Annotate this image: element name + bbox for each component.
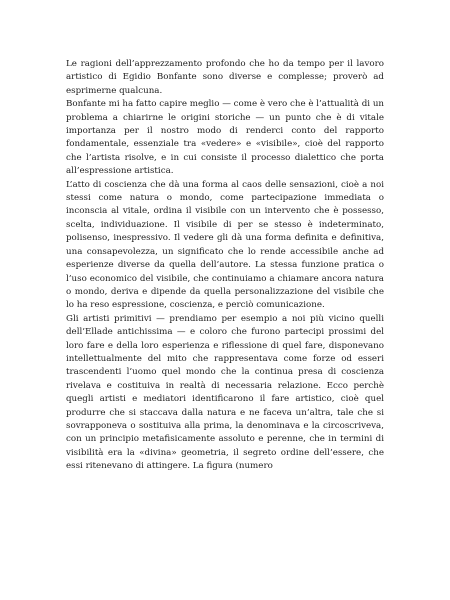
paragraph-3: L’atto di coscienza che dà una forma al caos delle sensazioni, cioè a noi stessi come natura o mondo, come partecipazione immediata o inconscia al vitale, ordina il visibile con un intervento che è possesso, scelta, individuazione. Il visibile di per se stesso è indeterminato, polisenso, inespressivo. Il vedere gli dà una forma definita e definitiva, una consapevolezza, un significato che lo rende accessibile anche ad esperienze diverse da quella dell’autore. La stessa funzione pratica o l’uso economico del visibile, che continuiamo a chiamare ancora natura o mondo, deriva e dipende da quella personalizzazione del visibile che lo ha reso espressione, coscienza, e perciò comunicazione. bbox=[66, 179, 384, 311]
body-text bbox=[66, 58, 384, 474]
paragraph-4: Gli artisti primitivi — prendiamo per esempio a noi più vicino quelli dell’Ellade antichissima — e coloro che furono partecipi prossimi del loro fare e della loro esperienza e riflessione di quel fare, disponevano intellettualmente del mito che rappresentava come forze od esseri trascendenti l’uomo quel mondo che la continua presa di coscienza rivelava e costituiva in realtà di necessaria relazione. Ecco perchè quegli artisti e mediatori identificarono il fare artistico, cioè quel produrre che si staccava dalla natura e ne faceva un’altra, tale che si sovrapponeva o sostituiva alla prima, la denominava e la circoscriveva, con un principio metafisicamente assoluto e perenne, che in termini di visibilità era la «divina» geometria, il segreto ordine dell’essere, che essi ritenevano di attingere. La figura (numero bbox=[66, 313, 384, 472]
paragraph-2: Bonfante mi ha fatto capire meglio — come è vero che è l’attualità di un problema a chiarirne le origini storiche — un punto che è di vitale importanza per il nostro modo di renderci conto del rapporto fondamentale, essenziale tra «vedere» e «visibile», cioè del rapporto che l’artista risolve, e in cui consiste il processo dialettico che porta all’espressione artistica. bbox=[66, 99, 385, 177]
paragraph-1: Le ragioni dell’apprezzamento profondo che ho da tempo per il lavoro artistico di Egidio Bonfante sono diverse e complesse; proverò ad esprimerne qualcuna. bbox=[66, 59, 384, 96]
